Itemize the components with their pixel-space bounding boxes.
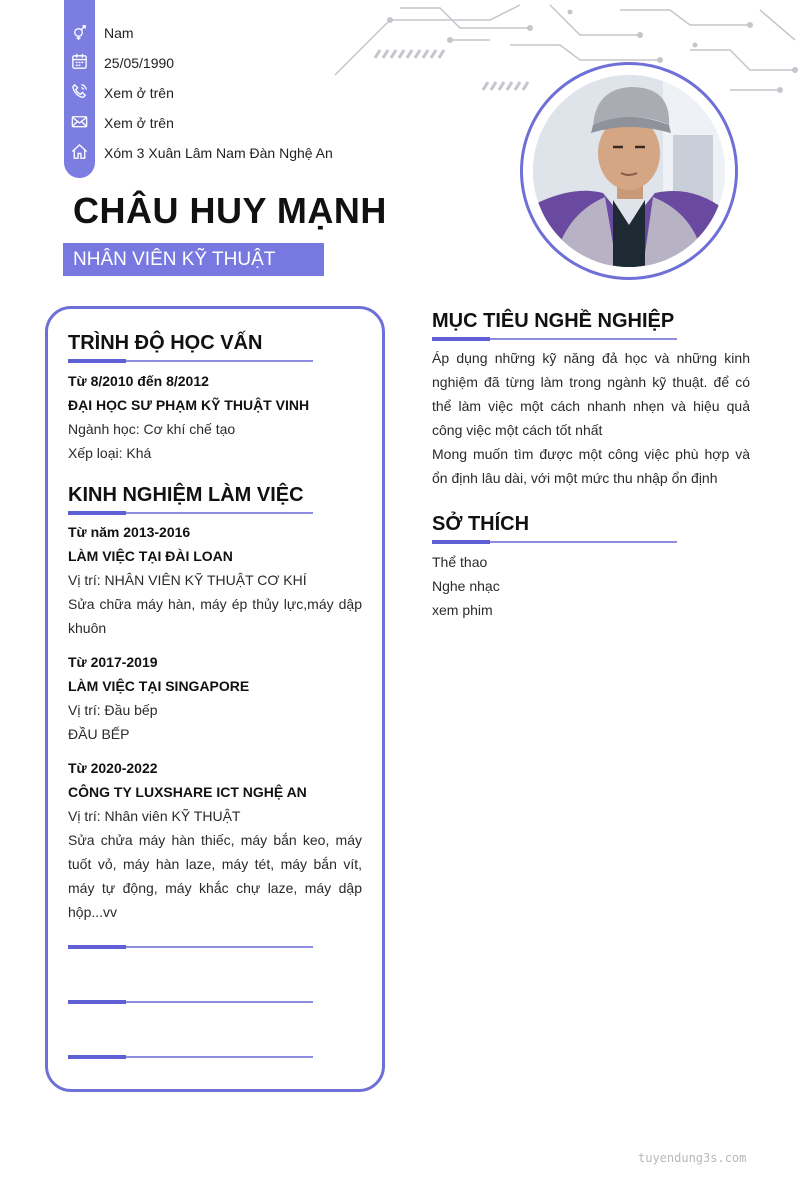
gender-icon: [70, 22, 89, 41]
experience-period: Từ 2020-2022: [68, 760, 158, 776]
education-school: ĐẠI HỌC SƯ PHẠM KỸ THUẬT VINH: [68, 397, 310, 413]
phone-icon: [70, 82, 89, 101]
contact-gender: Nam: [104, 25, 134, 41]
experience-position: Vị trí: Đầu bếp: [68, 702, 158, 718]
education-period: Từ 8/2010 đến 8/2012: [68, 373, 209, 389]
hobby-item: xem phim: [432, 602, 493, 618]
experience-description: Sửa chửa máy hàn thiếc, máy bắn keo, máy tuốt vỏ, máy hàn laze, máy tét, máy bắn vít, máy tự động, máy khắc chự laze, máy dập hộp...vv: [68, 832, 362, 920]
experience-position: Vị trí: Nhân viên KỸ THUẬT: [68, 808, 241, 824]
empty-section-divider: [68, 1056, 313, 1058]
profile-photo: [533, 75, 725, 267]
education-divider: [68, 360, 313, 362]
experience-period: Từ năm 2013-2016: [68, 524, 191, 540]
empty-section-divider: [68, 1001, 313, 1003]
experience-company: LÀM VIỆC TẠI ĐÀI LOAN: [68, 548, 233, 564]
experience-title: KINH NGHIỆM LÀM VIỆC: [68, 484, 304, 506]
objective-paragraph: Mong muốn tìm được một công việc phù hợp và ổn định lâu dài, với một mức thu nhập ổn định: [432, 446, 750, 486]
hobby-item: Thể thao: [432, 554, 488, 570]
contact-address: Xóm 3 Xuân Lâm Nam Đàn Nghệ An: [104, 145, 333, 161]
experience-company: LÀM VIỆC TẠI SINGAPORE: [68, 678, 250, 694]
objective-paragraph: Áp dụng những kỹ năng đả học và những kinh nghiệm đã từng làm trong ngành kỹ thuật. để có thể làm việc một cách nhanh nhẹn và hiệu quả công việc một cách tốt nhất: [432, 350, 750, 438]
contact-icon-strip: [64, 0, 95, 178]
experience-description: ĐẦU BẾP: [68, 726, 130, 742]
candidate-name: CHÂU HUY MẠNH: [73, 190, 387, 231]
calendar-icon: [70, 52, 89, 71]
empty-section-divider: [68, 946, 313, 948]
job-title-banner: NHÂN VIÊN KỸ THUẬT: [63, 243, 324, 276]
watermark: tuyendung3s.com: [638, 1151, 747, 1165]
education-major: Ngành học: Cơ khí chế tạo: [68, 421, 236, 437]
home-icon: [70, 142, 89, 161]
experience-divider: [68, 512, 313, 514]
experience-position: Vị trí: NHÂN VIÊN KỸ THUẬT CƠ KHÍ: [68, 572, 307, 588]
experience-period: Từ 2017-2019: [68, 654, 158, 670]
hobbies-title: SỞ THÍCH: [432, 513, 530, 535]
objective-title: MỤC TIÊU NGHỀ NGHIỆP: [432, 310, 675, 332]
contact-phone: Xem ở trên: [104, 85, 174, 101]
hobby-item: Nghe nhạc: [432, 578, 500, 594]
email-icon: [70, 112, 89, 131]
contact-email: Xem ở trên: [104, 115, 174, 131]
hobbies-divider: [432, 541, 677, 543]
experience-description: Sửa chữa máy hàn, máy ép thủy lực,máy dập khuôn: [68, 596, 362, 636]
education-grade: Xếp loại: Khá: [68, 445, 152, 461]
experience-company: CÔNG TY LUXSHARE ICT NGHỆ AN: [68, 784, 307, 800]
objective-divider: [432, 338, 677, 340]
education-title: TRÌNH ĐỘ HỌC VẤN: [68, 332, 263, 354]
contact-birthday: 25/05/1990: [104, 55, 175, 71]
